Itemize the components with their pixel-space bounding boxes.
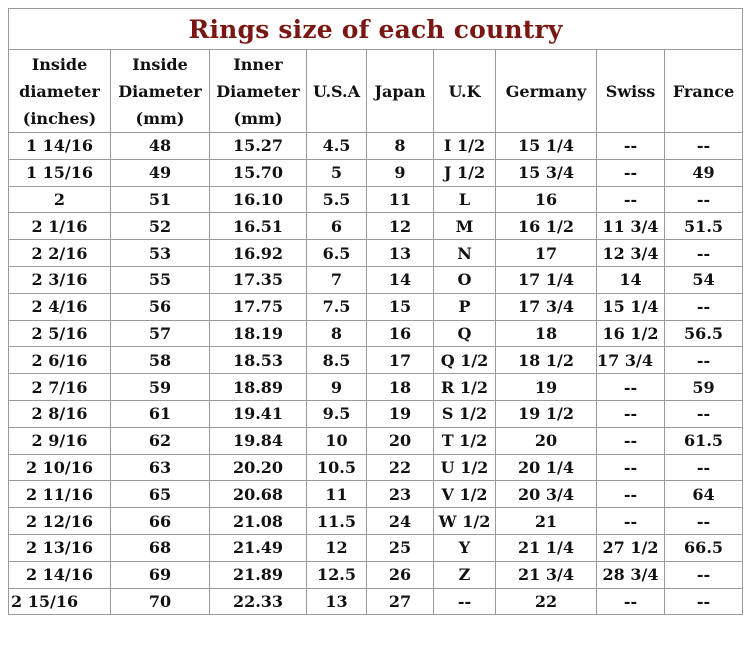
table-body [9,133,743,615]
table-row [9,481,743,508]
inside-diameter-inches-header: Inside diameter (inches) [9,50,111,133]
swiss-size-cell: -- [597,400,665,427]
japan-size-cell: 15 [367,293,434,320]
ring-size-chart [8,8,742,615]
inside-diameter-mm-cell: 68 [111,534,210,561]
germany-size-cell: 16 [496,186,597,213]
japan-size-cell: 13 [367,240,434,267]
usa-size-cell: 10 [307,427,367,454]
germany-size-cell: 17 [496,240,597,267]
swiss-size-cell: -- [597,481,665,508]
uk-size-cell: W 1/2 [434,508,496,535]
table-row [9,454,743,481]
uk-size-cell: I 1/2 [434,133,496,160]
germany-size-cell: 19 [496,374,597,401]
uk-size-cell: S 1/2 [434,400,496,427]
usa-size-cell: 6 [307,213,367,240]
inside-diameter-mm-cell: 52 [111,213,210,240]
inside-diameter-mm-cell: 59 [111,374,210,401]
table-title: Rings size of each country [9,9,743,50]
japan-size-cell: 22 [367,454,434,481]
germany-size-cell: 16 1/2 [496,213,597,240]
germany-header: Germany [496,50,597,133]
france-size-cell: -- [665,400,743,427]
inner-diameter-mm-cell: 18.53 [210,347,307,374]
inside-diameter-mm-cell: 61 [111,400,210,427]
inner-diameter-mm-cell: 21.89 [210,561,307,588]
table-row [9,213,743,240]
swiss-size-cell: 14 [597,266,665,293]
usa-size-cell: 5 [307,159,367,186]
usa-size-cell: 9.5 [307,400,367,427]
uk-size-cell: O [434,266,496,293]
france-size-cell: 49 [665,159,743,186]
usa-size-cell: 13 [307,588,367,615]
swiss-size-cell: -- [597,508,665,535]
france-size-cell: -- [665,561,743,588]
germany-size-cell: 20 1/4 [496,454,597,481]
uk-size-cell: J 1/2 [434,159,496,186]
usa-header: U.S.A [307,50,367,133]
swiss-size-cell: 17 3/4 [597,347,665,374]
table-row [9,508,743,535]
uk-size-cell: M [434,213,496,240]
france-size-cell: -- [665,186,743,213]
france-size-cell: 56.5 [665,320,743,347]
uk-size-cell: Q 1/2 [434,347,496,374]
inner-diameter-mm-cell: 15.27 [210,133,307,160]
swiss-size-cell: 12 3/4 [597,240,665,267]
germany-size-cell: 18 1/2 [496,347,597,374]
inside-diameter-inches-cell: 2 1/16 [9,213,111,240]
usa-size-cell: 8.5 [307,347,367,374]
table-row [9,186,743,213]
swiss-size-cell: 28 3/4 [597,561,665,588]
inside-diameter-mm-cell: 65 [111,481,210,508]
france-size-cell: -- [665,347,743,374]
france-size-cell: 51.5 [665,213,743,240]
japan-size-cell: 11 [367,186,434,213]
swiss-size-cell: 27 1/2 [597,534,665,561]
table-row [9,347,743,374]
japan-size-cell: 20 [367,427,434,454]
uk-size-cell: N [434,240,496,267]
france-size-cell: -- [665,588,743,615]
table-row [9,159,743,186]
inside-diameter-mm-cell: 55 [111,266,210,293]
inside-diameter-inches-cell: 2 14/16 [9,561,111,588]
germany-size-cell: 22 [496,588,597,615]
usa-size-cell: 6.5 [307,240,367,267]
inside-diameter-mm-cell: 58 [111,347,210,374]
japan-size-cell: 12 [367,213,434,240]
france-size-cell: -- [665,240,743,267]
inner-diameter-mm-header: Inner Diameter (mm) [210,50,307,133]
uk-size-cell: R 1/2 [434,374,496,401]
germany-size-cell: 21 [496,508,597,535]
inside-diameter-inches-cell: 2 2/16 [9,240,111,267]
swiss-size-cell: -- [597,374,665,401]
inner-diameter-mm-cell: 21.49 [210,534,307,561]
usa-size-cell: 7 [307,266,367,293]
inside-diameter-mm-cell: 62 [111,427,210,454]
france-header: France [665,50,743,133]
inside-diameter-mm-cell: 69 [111,561,210,588]
inside-diameter-inches-cell: 2 13/16 [9,534,111,561]
swiss-size-cell: 15 1/4 [597,293,665,320]
inner-diameter-mm-cell: 16.92 [210,240,307,267]
usa-size-cell: 12.5 [307,561,367,588]
inside-diameter-mm-cell: 70 [111,588,210,615]
france-size-cell: -- [665,508,743,535]
japan-size-cell: 14 [367,266,434,293]
swiss-size-cell: -- [597,427,665,454]
inner-diameter-mm-cell: 22.33 [210,588,307,615]
japan-size-cell: 17 [367,347,434,374]
swiss-size-cell: -- [597,588,665,615]
france-size-cell: 66.5 [665,534,743,561]
header-row [9,50,743,133]
inner-diameter-mm-cell: 16.51 [210,213,307,240]
uk-size-cell: U 1/2 [434,454,496,481]
inside-diameter-inches-cell: 2 15/16 [9,588,111,615]
inside-diameter-mm-cell: 57 [111,320,210,347]
usa-size-cell: 12 [307,534,367,561]
inner-diameter-mm-cell: 20.68 [210,481,307,508]
france-size-cell: 54 [665,266,743,293]
uk-header: U.K [434,50,496,133]
inside-diameter-mm-cell: 66 [111,508,210,535]
germany-size-cell: 15 3/4 [496,159,597,186]
inside-diameter-inches-cell: 2 9/16 [9,427,111,454]
usa-size-cell: 9 [307,374,367,401]
inside-diameter-inches-cell: 1 15/16 [9,159,111,186]
table-row [9,293,743,320]
inner-diameter-mm-cell: 19.41 [210,400,307,427]
japan-size-cell: 27 [367,588,434,615]
france-size-cell: -- [665,454,743,481]
swiss-header: Swiss [597,50,665,133]
inside-diameter-inches-cell: 2 12/16 [9,508,111,535]
table-row [9,266,743,293]
inside-diameter-inches-cell: 2 4/16 [9,293,111,320]
uk-size-cell: Z [434,561,496,588]
table-row [9,240,743,267]
usa-size-cell: 11.5 [307,508,367,535]
table-row [9,534,743,561]
table-row [9,133,743,160]
germany-size-cell: 19 1/2 [496,400,597,427]
inner-diameter-mm-cell: 17.75 [210,293,307,320]
usa-size-cell: 4.5 [307,133,367,160]
japan-size-cell: 19 [367,400,434,427]
inner-diameter-mm-cell: 16.10 [210,186,307,213]
table-row [9,374,743,401]
inside-diameter-inches-cell: 2 3/16 [9,266,111,293]
inside-diameter-inches-cell: 2 6/16 [9,347,111,374]
inside-diameter-inches-cell: 2 10/16 [9,454,111,481]
germany-size-cell: 18 [496,320,597,347]
japan-size-cell: 18 [367,374,434,401]
germany-size-cell: 17 3/4 [496,293,597,320]
ring-size-table [8,8,743,615]
swiss-size-cell: -- [597,454,665,481]
inner-diameter-mm-cell: 18.89 [210,374,307,401]
inner-diameter-mm-cell: 17.35 [210,266,307,293]
france-size-cell: 64 [665,481,743,508]
usa-size-cell: 8 [307,320,367,347]
germany-size-cell: 15 1/4 [496,133,597,160]
germany-size-cell: 20 3/4 [496,481,597,508]
swiss-size-cell: -- [597,133,665,160]
usa-size-cell: 11 [307,481,367,508]
japan-header: Japan [367,50,434,133]
japan-size-cell: 24 [367,508,434,535]
swiss-size-cell: -- [597,186,665,213]
usa-size-cell: 7.5 [307,293,367,320]
inside-diameter-inches-cell: 2 7/16 [9,374,111,401]
table-row [9,561,743,588]
table-row [9,320,743,347]
inside-diameter-mm-cell: 56 [111,293,210,320]
inside-diameter-mm-cell: 48 [111,133,210,160]
inside-diameter-mm-cell: 53 [111,240,210,267]
uk-size-cell: Q [434,320,496,347]
inside-diameter-inches-cell: 2 8/16 [9,400,111,427]
usa-size-cell: 5.5 [307,186,367,213]
germany-size-cell: 17 1/4 [496,266,597,293]
table-row [9,400,743,427]
inner-diameter-mm-cell: 18.19 [210,320,307,347]
france-size-cell: 59 [665,374,743,401]
swiss-size-cell: -- [597,159,665,186]
japan-size-cell: 16 [367,320,434,347]
swiss-size-cell: 16 1/2 [597,320,665,347]
inner-diameter-mm-cell: 21.08 [210,508,307,535]
inside-diameter-mm-cell: 49 [111,159,210,186]
france-size-cell: 61.5 [665,427,743,454]
japan-size-cell: 26 [367,561,434,588]
uk-size-cell: L [434,186,496,213]
japan-size-cell: 25 [367,534,434,561]
uk-size-cell: Y [434,534,496,561]
inner-diameter-mm-cell: 19.84 [210,427,307,454]
france-size-cell: -- [665,293,743,320]
table-row [9,588,743,615]
germany-size-cell: 21 3/4 [496,561,597,588]
japan-size-cell: 9 [367,159,434,186]
inside-diameter-inches-cell: 2 5/16 [9,320,111,347]
inside-diameter-mm-cell: 63 [111,454,210,481]
france-size-cell: -- [665,133,743,160]
uk-size-cell: -- [434,588,496,615]
table-row [9,427,743,454]
germany-size-cell: 21 1/4 [496,534,597,561]
inner-diameter-mm-cell: 20.20 [210,454,307,481]
inside-diameter-inches-cell: 2 [9,186,111,213]
germany-size-cell: 20 [496,427,597,454]
inside-diameter-mm-header: Inside Diameter (mm) [111,50,210,133]
inner-diameter-mm-cell: 15.70 [210,159,307,186]
uk-size-cell: V 1/2 [434,481,496,508]
usa-size-cell: 10.5 [307,454,367,481]
uk-size-cell: T 1/2 [434,427,496,454]
inside-diameter-mm-cell: 51 [111,186,210,213]
inside-diameter-inches-cell: 2 11/16 [9,481,111,508]
inside-diameter-inches-cell: 1 14/16 [9,133,111,160]
japan-size-cell: 8 [367,133,434,160]
uk-size-cell: P [434,293,496,320]
swiss-size-cell: 11 3/4 [597,213,665,240]
japan-size-cell: 23 [367,481,434,508]
